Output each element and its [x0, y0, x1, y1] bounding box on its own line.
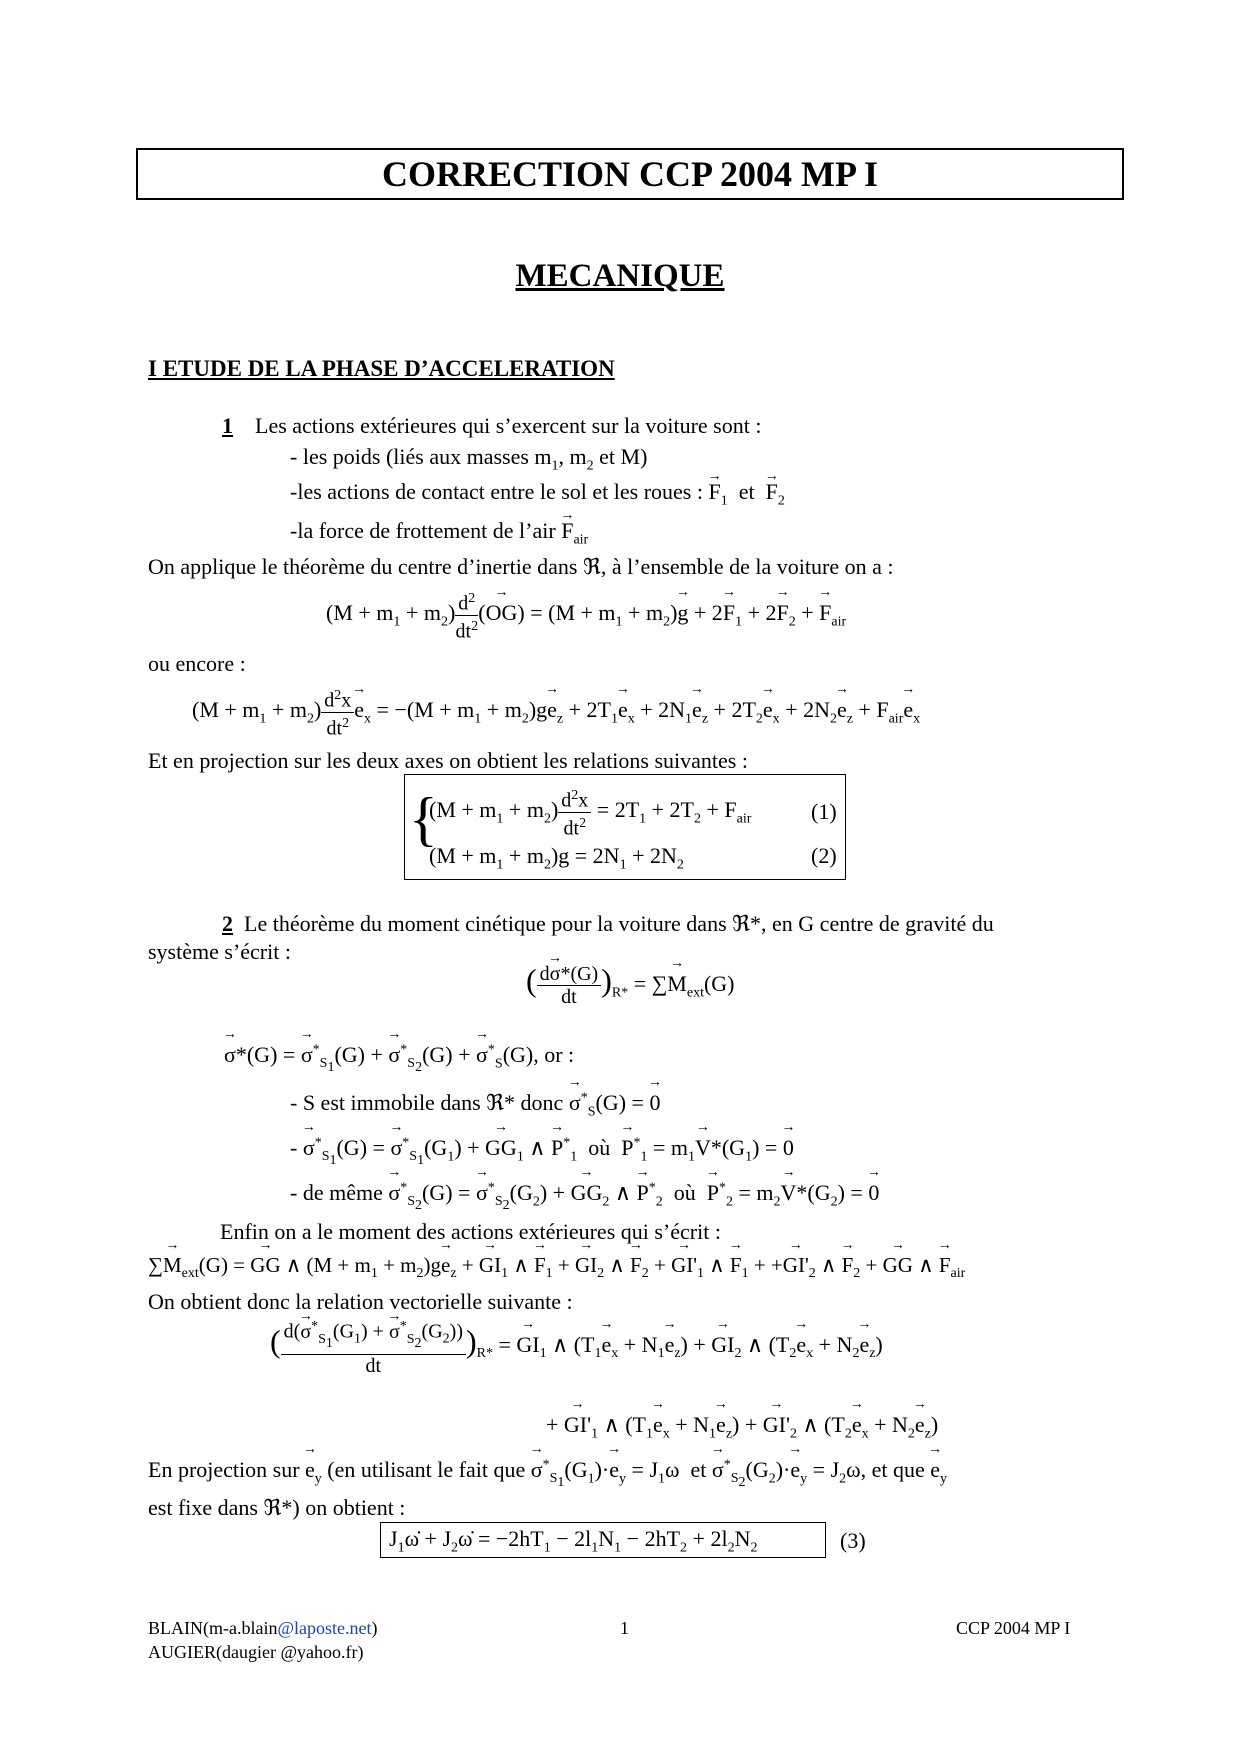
q1-item-air: -la force de frottement de l’air → $F_{air}$ [290, 517, 588, 554]
equation-moment-cinetique: ( $\frac{d\to \sigma*(G)}{dt}$ )$_{R*}$ = ∑→ $M_{ext}(G)$ [526, 962, 735, 1008]
line-sigma-s2: - de même → $\sigma^*_{S_2}(G)$ = → $\sigma^*_{S_2}(G_2)$ + → $GG_2$ ∧ → $P^*_2$ où → $P^*_2 = m_2\to V*(G_2)$ = → 0 [290, 1180, 879, 1214]
line-sigma-s1: - → $\sigma^*_{S_1}(G)$ = → $\sigma^*_{S_1}(G_1)$ + → $GG_1$ ∧ → $P^*_1$ où → $P^*_1 = m_1\to V*(G_1)$ = → 0 [290, 1135, 794, 1169]
equation-vectorielle: ( $\frac{d(\to \sigma^*_{S_1}(G_1) + \to \sigma^*_{S_2}(G_2))}{dt}$ )$_{R*}$ = → $GI_1$ ∧ $(T_1\to e_x + N_1\to e_z)$ + → $GI_2$ ∧ $(T_2\to e_x + N_2\to e_z)$ [270, 1316, 883, 1377]
equation-1: $(M + m_1 + m_2)$ $\frac{d^2x}{dt^2}$ = $2T_1 + 2T_2 + F_{air}$ [429, 785, 751, 839]
equation-projetee: $(M + m_1 + m_2)$ $\frac{d^2x}{dt^2}$ → $e_x = -(M + m_1 + m_2)g\to e_z + 2T_1\to e_x + 2N_1\to e_z + 2T_2\to e_x + 2N_2\to e_z + F_{air}\to e_x$ [192, 685, 920, 739]
boxed-equation-3: $J_1\omegȧ$ + $J_2\omegȧ = -2hT_1 - 2l_1N_1 - 2hT_2 + 2l_2N_2$ [380, 1522, 826, 1558]
section-title-mecanique: MECANIQUE [515, 258, 725, 294]
q2-intro-text: Le théorème du moment cinétique pour la voiture dans ℜ*, en G centre de gravité du [244, 911, 994, 936]
system-brace: { [409, 786, 438, 852]
de-meme-text: - de même [290, 1180, 389, 1205]
q2-intro [222, 910, 994, 938]
proj-c: , et que [860, 1457, 931, 1482]
proj-b: (en utilisant le fait que [321, 1457, 531, 1482]
q2-obtient: On obtient donc la relation vectorielle suivante : [148, 1289, 573, 1314]
equation-vectorielle-line2: + → $GI'_1$ ∧ $(T_1\to e_x + N_1\to e_z)$ + → $GI'_2$ ∧ $(T_2\to e_x + N_2\to e_z)$ [546, 1412, 938, 1442]
document-title: CORRECTION CCP 2004 MP I [136, 148, 1124, 200]
equation-2-label: (2) [811, 843, 837, 868]
equation-2: $(M + m_1 + m_2)g = 2N_1 + 2N_2$ [429, 843, 684, 873]
q1-number: 1 [222, 413, 233, 438]
q1-item1-text: - les poids (liés aux masses m [290, 444, 552, 469]
q2-enfin: Enfin on a le moment des actions extérieures qui s’écrit : [220, 1219, 721, 1244]
equation-centre-inertie: $(M + m_1 + m_2)$ $\frac{d^2}{dt^2}$ (→ $OG) = (M + m_1 + m_2)\to g + 2\to F_1 + 2\to F_2$ + → $F_{air}$ [326, 588, 846, 642]
q1-projection-text: Et en projection sur les deux axes on obtient les relations suivantes : [148, 748, 748, 773]
q1-theorem: On applique le théorème du centre d’inertie dans ℜ, à l’ensemble de la voiture on a : [148, 554, 894, 579]
q1-or-encore: ou encore : [148, 651, 246, 676]
equation-moment-ext: ∑→ $M_{ext}(G)$ = → GG ∧ $(M + m_1 + m_2)g\to e_z$ + → $GI_1$ ∧ → $F_1$ + → $GI_2$ ∧ → $F_2$ + → $GI'_1$ ∧ → $F_1$ + +→ $GI'_2$ ∧ → $F_2$ + → GG ∧ → $F_{air}$ [148, 1253, 965, 1282]
line-s-immobile: - S est immobile dans ℜ* donc → $\sigma^*_S(G)$ = → 0 [290, 1090, 660, 1120]
q1-intro [222, 412, 761, 440]
q1-item-poids: - les poids (liés aux masses $m_1$, $m_2$ et M) [290, 444, 648, 474]
equation-1-label: (1) [811, 799, 837, 824]
s-immobile-text: - S est immobile dans ℜ* donc [290, 1090, 569, 1115]
q2-intro-line2: système s’écrit : [148, 939, 291, 964]
q2-number: 2 [222, 911, 233, 936]
footer-right-title: CCP 2004 MP I [956, 1618, 1071, 1638]
author1-prefix: BLAIN(m-a.blain [148, 1618, 278, 1638]
text-or: , or : [533, 1042, 575, 1067]
footer-author-2: AUGIER(daugier @yahoo.fr) [148, 1642, 364, 1662]
equation-sigma-decomposition: → σ*(G) = → $\sigma^*_{S_1}(G)$ + → $\sigma^*_{S_2}(G)$ + → $\sigma^*_S(G)$, or : [224, 1042, 574, 1076]
footer-page-number: 1 [620, 1618, 629, 1638]
q1-item-contact: -les actions de contact entre le sol et les roues : → $F_1$ et → $F_2$ [290, 478, 785, 515]
q1-intro-text: Les actions extérieures qui s’exercent sur la voiture sont : [255, 413, 762, 438]
q1-item2-text: -les actions de contact entre le sol et les roues : [290, 479, 709, 504]
equation-3-label: (3) [840, 1528, 866, 1553]
q2-fixe: est fixe dans ℜ*) on obtient : [148, 1495, 406, 1520]
boxed-system-1-2 [404, 774, 846, 880]
q2-projection-line: En projection sur → $e_y$ (en utilisant le fait que → $\sigma^*_{S_1}(G_1)\cdot\to e_y = J_1\omega$ et → $\sigma^*_{S_2}(G_2)\cdot\to e_y = J_2\omega$, et que → $e_y$ [148, 1457, 947, 1491]
q1-item1-end: et M) [593, 444, 648, 469]
footer-author-1 [148, 1618, 378, 1639]
author1-suffix: ) [371, 1618, 378, 1638]
part-heading: I ETUDE DE LA PHASE D’ACCELERATION [148, 356, 615, 381]
author1-email-link[interactable]: @laposte.net [277, 1618, 372, 1638]
proj-a: En projection sur [148, 1457, 306, 1482]
q1-item3-text: -la force de frottement de l’air [290, 518, 562, 543]
